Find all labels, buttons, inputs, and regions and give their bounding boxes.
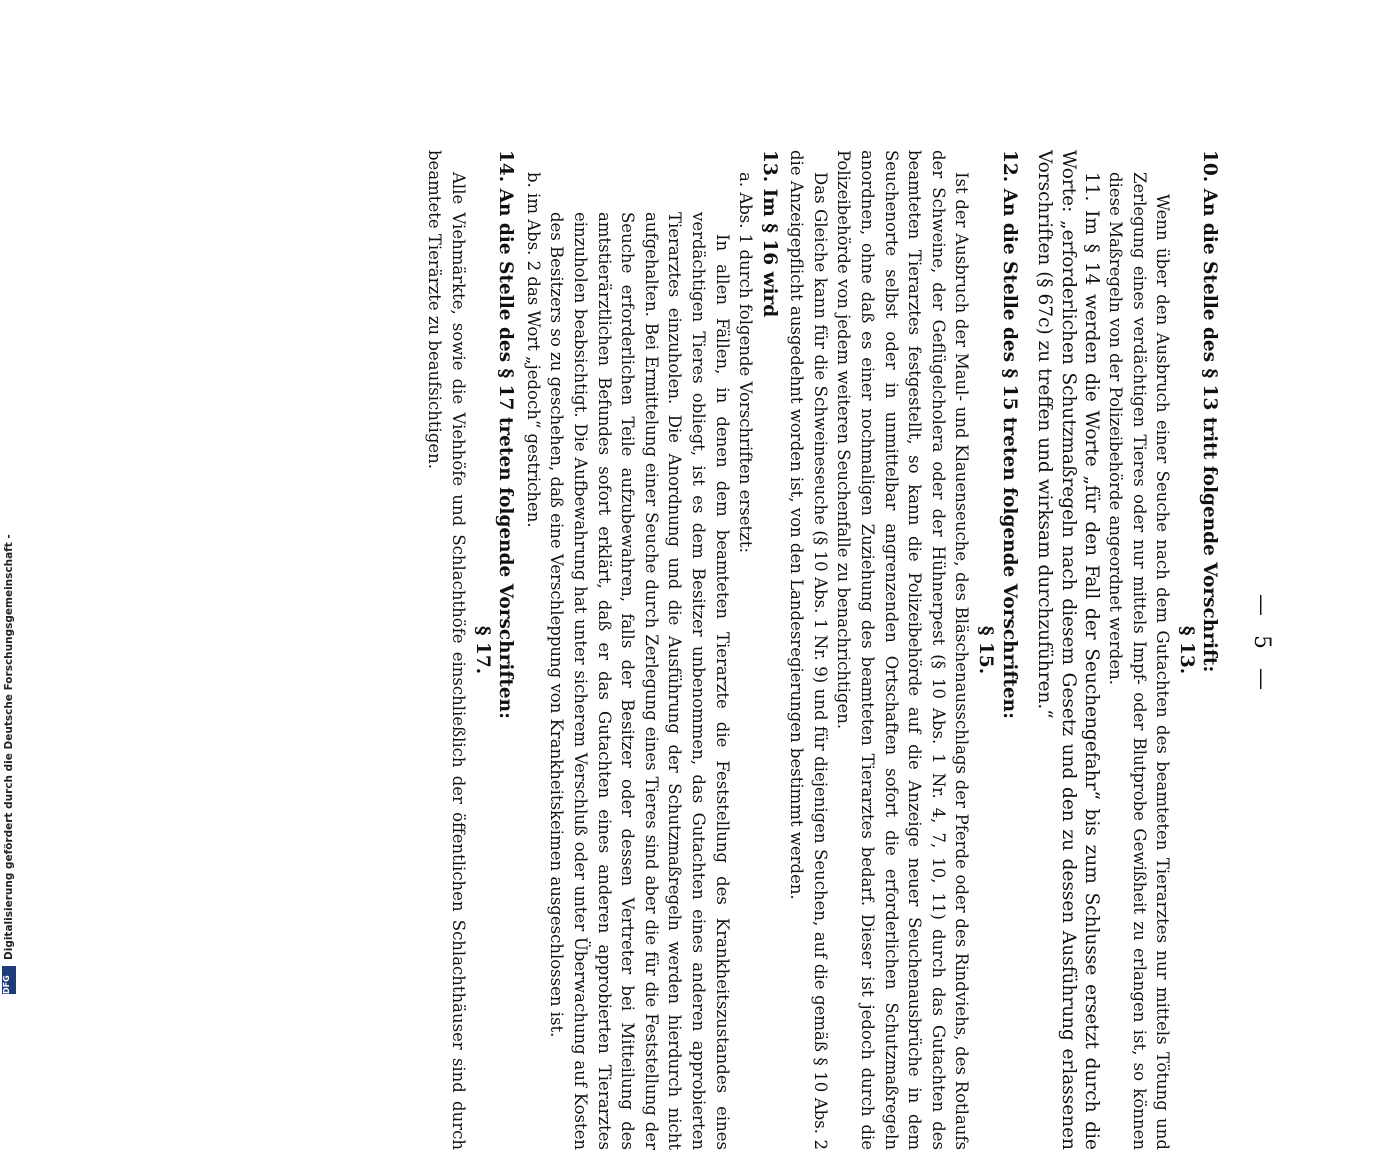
item-10: 10. An die Stelle des § 13 tritt folgende Vorschrift: [1199, 150, 1221, 673]
page-number: — 5 — [1249, 594, 1274, 696]
section-15-paragraph-1: Ist der Ausbruch der Maul- und Klauenseuche, des Bläschenausschlags der Pferde oder des Rindviehs, des Rotlaufs der Schweine, der Geflügelcholera oder der Hühnerpest (§ 10 Abs. 1 Nr. 4, 7, 10, 11) durch das Gutachten des beamteten Tierarztes festgestellt, so kann die Polizeibehörde auf die Anzeige neuer Seuchenausbrüche in dem Seuchenorte selbst oder in unmittelbar angrenzenden Ortschaften sofort die erforderlichen Schutzmaßregeln anordnen, ohne daß es einer nochmaligen Zuziehung des beamteten Tierarztes bedarf. Dieser ist jedoch durch die Polizeibehörde von jedem weiteren Seuchenfalle zu benachrichtigen. [834, 150, 972, 1150]
section-16-text: In allen Fällen, in denen dem beamteten Tierarzte die Feststellung des Krankheitszustandes eines verdächtigen Tieres obliegt, ist es dem Besitzer unbenommen, das Gutachten eines anderen approbierten Tierarztes einzuholen. Die Anordnung und die Ausführung der Schutzmaßregeln werden hierdurch nicht aufgehalten. Bei Ermittelung einer Seuche durch Zerlegung eines Tieres sind aber die für die Feststellung der Seuche erforderlichen Teile aufzubewahren, falls der Besitzer oder dessen Vertreter bei Mitteilung des amtstierärztlichen Befundes sofort erklärt, daß er das Gutachten eines anderen approbierten Tierarztes einzuholen beabsichtigt. Die Aufbewahrung hat unter sicherem Verschluß oder unter Überwachung auf Kosten des Besitzers so zu geschehen, daß eine Verschleppung von Krankheitskeimen ausgeschlossen ist. [547, 212, 732, 1150]
section-15-heading: § 15. [975, 625, 997, 675]
item-12: 12. An die Stelle des § 15 treten folgende Vorschriften: [998, 150, 1020, 719]
section-17-text: Alle Viehmärkte, sowie die Viehhöfe und Schlachthöfe einschließlich der öffentlichen Schlachthäuser sind durch beamtete Tierärzte zu beaufsichtigen. [425, 150, 468, 1150]
section-15-paragraph-2: Das Gleiche kann für die Schweineseuche (§ 10 Abs. 1 Nr. 9) und für diejenigen Seuchen, auf die gemäß § 10 Abs. 2 die Anzeigepflicht ausgedehnt worden ist, von den Landesregierungen bestimmt werden. [787, 150, 830, 1150]
item-13b: b. im Abs. 2 das Wort „jedoch“ gestrichen. [523, 172, 543, 528]
digitization-credit: Digitalisierung gefördert durch die Deutsche Forschungsgemeinschaft - [3, 534, 15, 960]
item-11: 11. Im § 14 werden die Worte „für den Fall der Seuchengefahr“ bis zum Schlusse ersetzt durch die Worte: „erforderlichen Schutzmaßregeln nach diesem Gesetz und den zu dessen Ausführung erlassenen Vorschriften (§ 67c) zu treffen und wirksam durchzuführen.“ [1034, 150, 1103, 1150]
item-13a: a. Abs. 1 durch folgende Vorschriften ersetzt: [736, 172, 756, 554]
item-14: 14. An die Stelle des § 17 treten folgende Vorschriften: [495, 150, 517, 719]
document-content [423, 150, 1273, 1150]
section-17-heading: § 17. [471, 625, 493, 675]
dfg-logo: DFG [2, 966, 16, 994]
item-13: 13. Im § 16 wird [758, 150, 780, 318]
section-13-text: Wenn über den Ausbruch einer Seuche nach dem Gutachten des beamteten Tierarztes nur mittels Tötung und Zerlegung eines verdächtigen Tieres oder nur mittels Impf- oder Blutprobe Gewißheit zu erlangen ist, so können diese Maßregeln von der Polizeibehörde angeordnet werden. [1106, 172, 1173, 1150]
section-13-heading: § 13. [1175, 625, 1197, 675]
